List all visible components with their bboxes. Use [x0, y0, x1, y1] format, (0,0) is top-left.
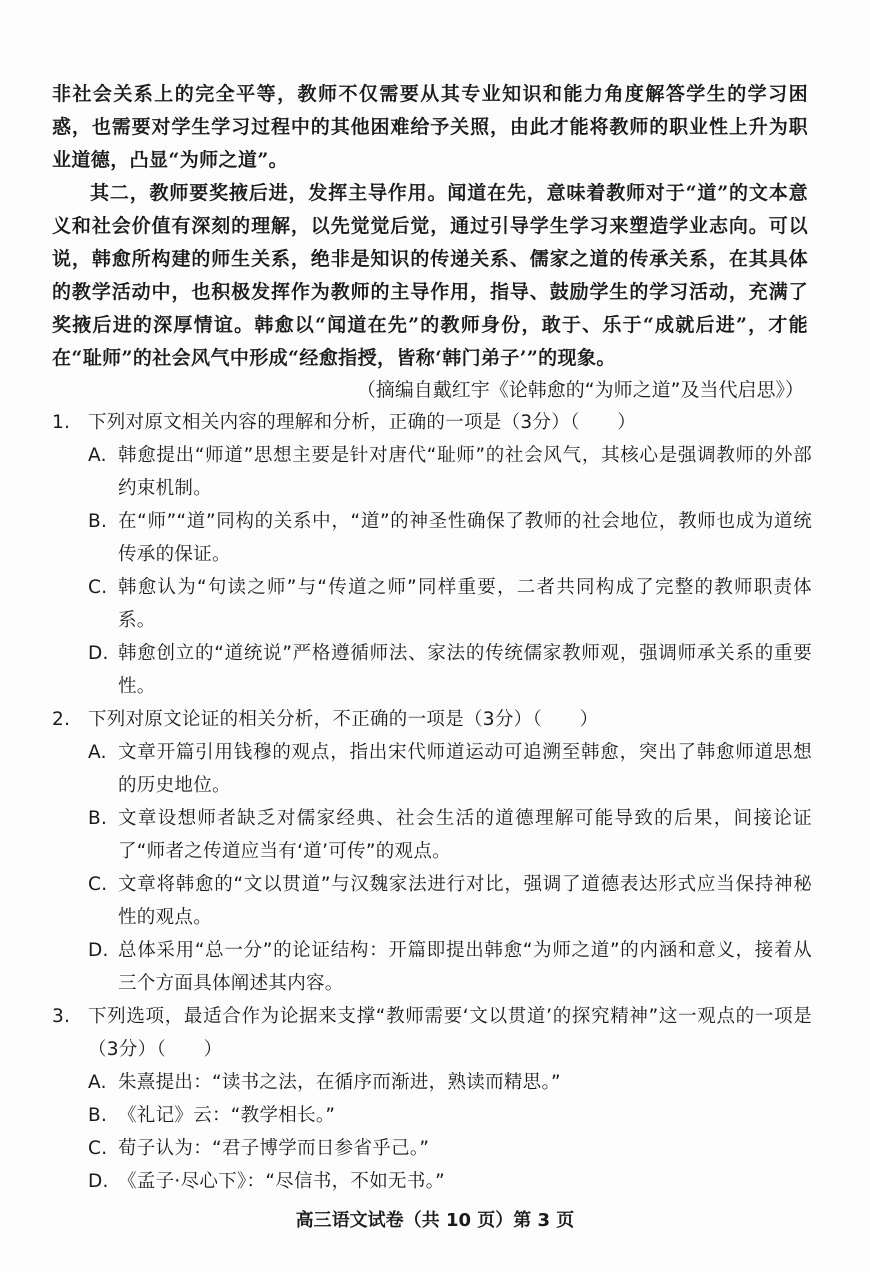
question-number: 3. — [52, 1006, 71, 1027]
question-stem: 下列对原文相关内容的理解和分析，正确的一项是（3分）（ ） — [88, 412, 637, 433]
option-d — [52, 934, 812, 1000]
passage-paragraph-1: 非社会关系上的完全平等，教师不仅需要从其专业知识和能力角度解答学生的学习困惑，也需要对学生学习过程中的其他困难给予关照，由此才能将教师的职业性上升为职业道德，凸显“为师之道”。 — [52, 83, 808, 171]
question-1 — [52, 406, 812, 703]
option-label: B. — [88, 511, 108, 532]
option-text: 韩愈认为“句读之师”与“传道之师”同样重要，二者共同构成了完整的教师职责体系。 — [118, 577, 812, 631]
option-text: 荀子认为：“君子博学而日参省乎己。” — [118, 1138, 430, 1159]
option-c — [52, 1132, 812, 1165]
passage-paragraph-2: 其二，教师要奖掖后进，发挥主导作用。闻道在先，意味着教师对于“道”的文本意义和社会价值有深刻的理解，以先觉觉后觉，通过引导学生学习来塑造学业志向。可以说，韩愈所构建的师生关系，绝非是知识的传递关系、儒家之道的传承关系，在其具体的教学活动中，也积极发挥作为教师的主导作用，指导、鼓励学生的学习活动，充满了奖掖后进的深厚情谊。韩愈以“闻道在先”的教师身份，敢于、乐于“成就后进”，才能在“耻师”的社会风气中形成“经愈指授，皆称‘韩门弟子’”的现象。 — [52, 182, 808, 369]
option-text: 文章设想师者缺乏对儒家经典、社会生活的道德理解可能导致的后果，间接论证了“师者之传道应当有‘道’可传”的观点。 — [118, 808, 812, 862]
option-label: C. — [88, 874, 108, 895]
question-2 — [52, 703, 812, 1000]
page-footer: 高三语文试卷（共 10 页）第 3 页 — [295, 1210, 575, 1231]
option-label: D. — [88, 1171, 109, 1192]
option-c — [52, 571, 812, 637]
option-label: A. — [88, 742, 107, 763]
option-c — [52, 868, 812, 934]
option-b — [52, 802, 812, 868]
option-text: 《孟子·尽心下》：“尽信书，不如无书。” — [118, 1171, 446, 1192]
question-number: 1. — [52, 412, 71, 433]
option-label: D. — [88, 940, 109, 961]
question-3 — [52, 1000, 812, 1198]
option-a — [52, 736, 812, 802]
option-b — [52, 505, 812, 571]
option-a — [52, 439, 812, 505]
question-number: 2. — [52, 709, 71, 730]
passage-source: （摘编自戴红宇《论韩愈的“为师之道”及当代启思》） — [356, 379, 804, 401]
option-text: 朱熹提出：“读书之法，在循序而渐进，熟读而精思。” — [118, 1072, 561, 1093]
option-text: 韩愈提出“师道”思想主要是针对唐代“耻师”的社会风气，其核心是强调教师的外部约束机制。 — [118, 445, 812, 499]
option-text: 韩愈创立的“道统说”严格遵循师法、家法的传统儒家教师观，强调师承关系的重要性。 — [118, 643, 812, 697]
option-text: 文章开篇引用钱穆的观点，指出宋代师道运动可追溯至韩愈，突出了韩愈师道思想的历史地位。 — [118, 742, 812, 796]
question-stem: 下列选项，最适合作为论据来支撑“教师需要‘文以贯道’的探究精神”这一观点的一项是（3分）（ ） — [88, 1006, 812, 1060]
option-text: 文章将韩愈的“文以贯道”与汉魏家法进行对比，强调了道德表达形式应当保持神秘性的观点。 — [118, 874, 812, 928]
option-label: A. — [88, 445, 107, 466]
question-list — [52, 406, 812, 1198]
option-text: 《礼记》云：“教学相长。” — [118, 1105, 336, 1126]
option-label: B. — [88, 808, 108, 829]
option-d — [52, 637, 812, 703]
option-label: A. — [88, 1072, 107, 1093]
reading-passage — [52, 78, 808, 375]
option-a — [52, 1066, 812, 1099]
option-text: 总体采用“总一分”的论证结构：开篇即提出韩愈“为师之道”的内涵和意义，接着从三个方面具体阐述其内容。 — [118, 940, 812, 994]
option-text: 在“师”“道”同构的关系中，“道”的神圣性确保了教师的社会地位，教师也成为道统传承的保证。 — [118, 511, 812, 565]
question-stem: 下列对原文论证的相关分析，不正确的一项是（3分）（ ） — [88, 709, 599, 730]
option-b — [52, 1099, 812, 1132]
option-label: D. — [88, 643, 109, 664]
option-label: C. — [88, 577, 108, 598]
option-d — [52, 1165, 812, 1198]
option-label: B. — [88, 1105, 108, 1126]
option-label: C. — [88, 1138, 108, 1159]
